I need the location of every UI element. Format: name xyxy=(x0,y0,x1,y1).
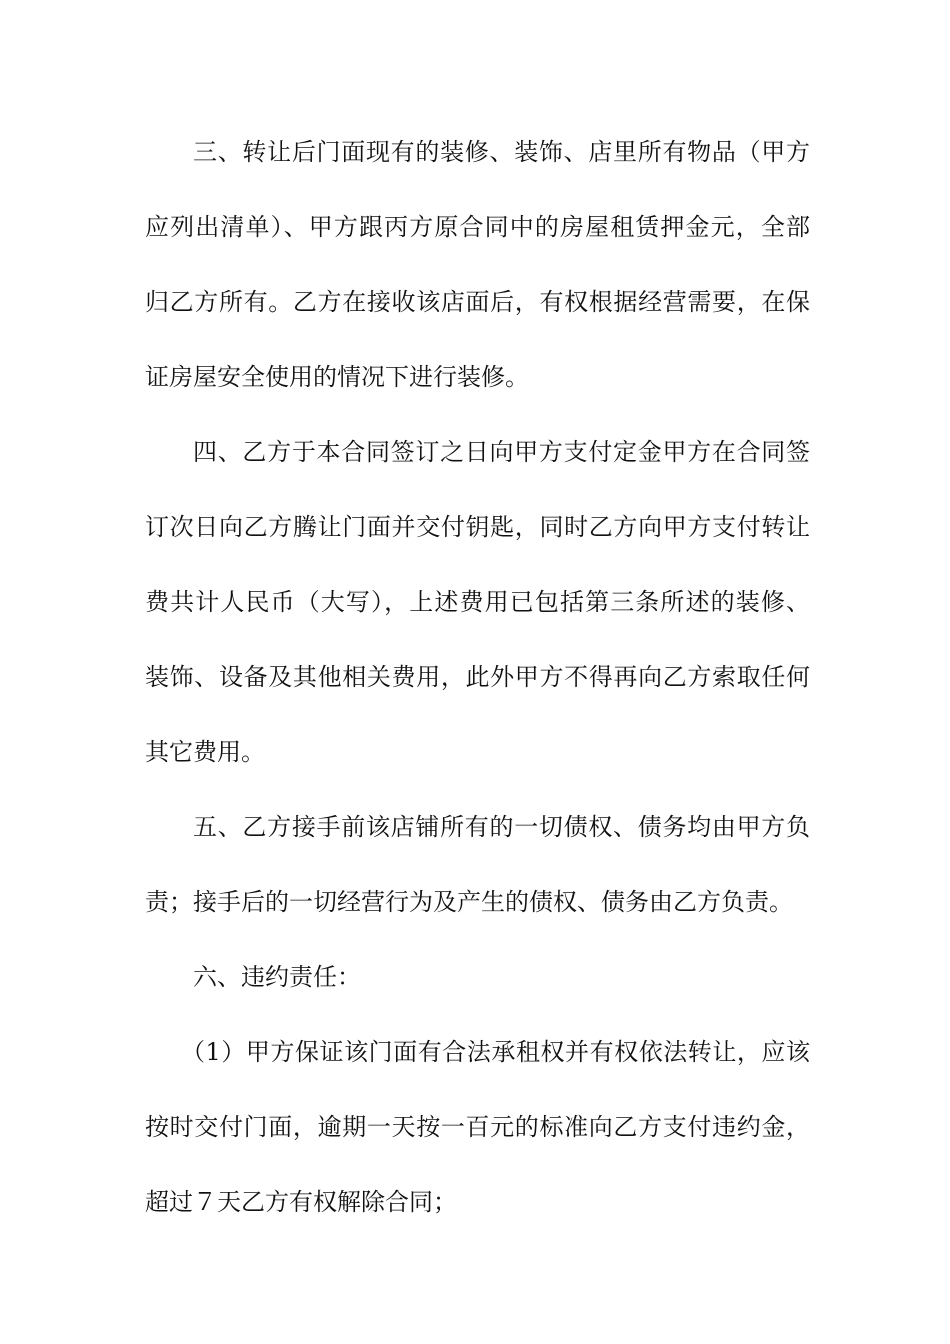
text-line: 责；接手后的一切经营行为及产生的债权、债务由乙方负责。 xyxy=(145,888,793,916)
text-line: 费共计人民币（大写），上述费用已包括第三条所述的装修、 xyxy=(145,588,810,616)
text-line: 其它费用。 xyxy=(145,738,265,766)
text-line: 六、违约责任： xyxy=(193,963,361,991)
text-line: 归乙方所有。乙方在接收该店面后，有权根据经营需要，在保 xyxy=(145,288,810,316)
text-line: 按时交付门面，逾期一天按一百元的标准向乙方支付违约金， xyxy=(145,1113,810,1141)
text-line: 四、乙方于本合同签订之日向甲方支付定金甲方在合同签 xyxy=(193,438,810,466)
text-line: 三、转让后门面现有的装修、装饰、店里所有物品（甲方 xyxy=(193,138,810,166)
text-line: 装饰、设备及其他相关费用，此外甲方不得再向乙方索取任何 xyxy=(145,663,810,691)
text-line: 订次日向乙方腾让门面并交付钥匙，同时乙方向甲方支付转让 xyxy=(145,513,810,541)
text-line: 应列出清单）、甲方跟丙方原合同中的房屋租赁押金元，全部 xyxy=(145,213,810,241)
text-line: 超过７天乙方有权解除合同； xyxy=(145,1188,457,1216)
text-line: 证房屋安全使用的情况下进行装修。 xyxy=(145,363,529,391)
text-line: 五、乙方接手前该店铺所有的一切债权、债务均由甲方负 xyxy=(193,813,810,841)
text-line: （1）甲方保证该门面有合法承租权并有权依法转让，应该 xyxy=(181,1038,810,1066)
